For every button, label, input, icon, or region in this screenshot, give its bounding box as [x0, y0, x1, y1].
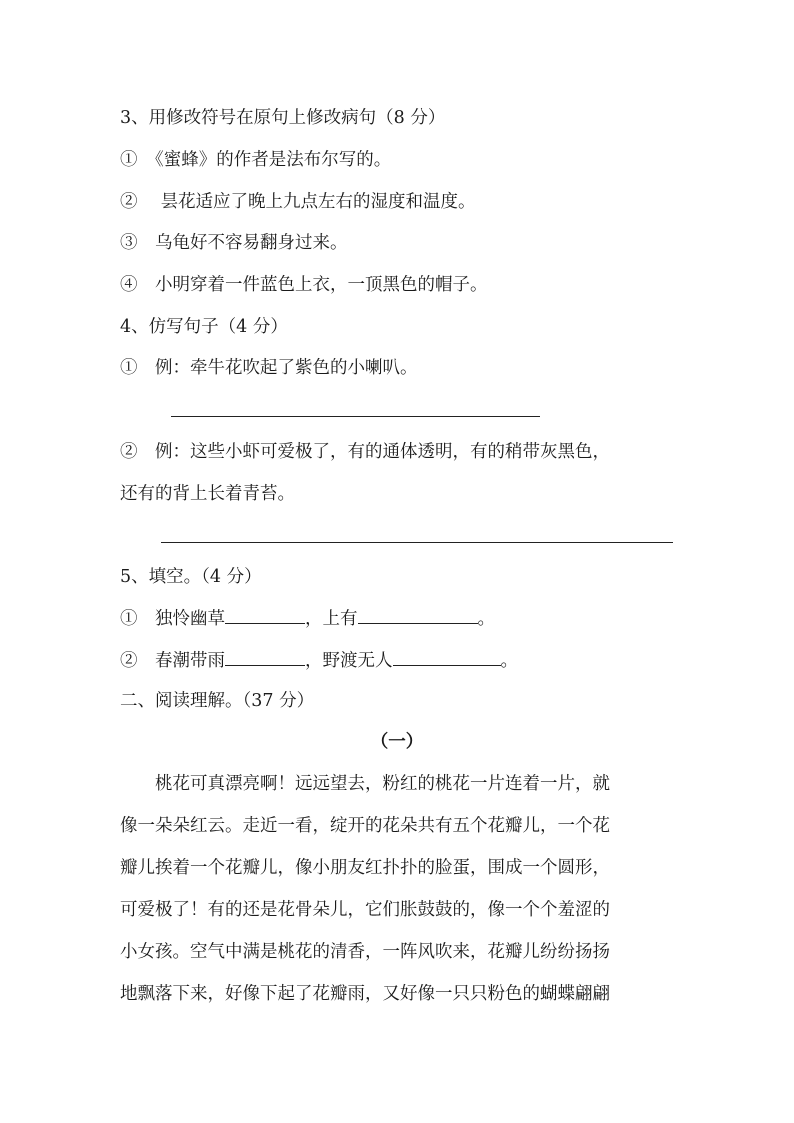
- q5-item-1-prefix: ① 独怜幽草: [120, 609, 225, 629]
- q4-answer-line-1[interactable]: [171, 416, 540, 417]
- passage-line-1: 桃花可真漂亮啊！远远望去，粉红的桃花一片连着一片，就: [120, 774, 610, 794]
- q5-blank-1[interactable]: [225, 605, 305, 624]
- q3-item-1: ① 《蜜蜂》的作者是法布尔写的。: [120, 150, 392, 170]
- reading-part-title: （一）: [370, 732, 424, 752]
- q5-heading: 5、填空。（4 分）: [120, 567, 262, 587]
- section2-heading: 二、阅读理解。（37 分）: [120, 691, 315, 711]
- q5-blank-3[interactable]: [225, 647, 305, 666]
- q4-example-2-line-2: 还有的背上长着青苔。: [120, 484, 295, 504]
- q4-heading: 4、仿写句子（4 分）: [120, 317, 288, 337]
- passage-line-5: 小女孩。空气中满是桃花的清香，一阵风吹来，花瓣儿纷纷扬扬: [120, 942, 610, 962]
- q5-item-1: [120, 605, 495, 631]
- q5-blank-4[interactable]: [393, 647, 501, 666]
- q5-item-2-prefix: ② 春潮带雨: [120, 651, 225, 671]
- passage-line-3: 瓣儿挨着一个花瓣儿，像小朋友红扑扑的脸蛋，围成一个圆形，: [120, 858, 610, 878]
- q5-item-2-end: 。: [500, 651, 518, 671]
- q4-example-1: ① 例：牵牛花吹起了紫色的小喇叭。: [120, 358, 418, 378]
- q3-item-2: ② 昙花适应了晚上九点左右的湿度和温度。: [120, 192, 476, 212]
- q5-item-2-mid: ，野渡无人: [305, 651, 393, 671]
- passage-line-4: 可爱极了！有的还是花骨朵儿，它们胀鼓鼓的，像一个个羞涩的: [120, 900, 610, 920]
- q5-blank-2[interactable]: [358, 605, 478, 624]
- q5-item-1-mid: ，上有: [305, 609, 358, 629]
- q5-item-2: [120, 647, 518, 673]
- q3-heading: 3、用修改符号在原句上修改病句（8 分）: [120, 108, 446, 128]
- q5-item-1-end: 。: [477, 609, 495, 629]
- q4-example-2-line-1: ② 例：这些小虾可爱极了，有的通体透明，有的稍带灰黑色，: [120, 442, 610, 462]
- passage-line-2: 像一朵朵红云。走近一看，绽开的花朵共有五个花瓣儿，一个花: [120, 816, 610, 836]
- q4-answer-line-2[interactable]: [161, 542, 673, 543]
- passage-line-6: 地飘落下来，好像下起了花瓣雨，又好像一只只粉色的蝴蝶翩翩: [120, 984, 610, 1004]
- q3-item-3: ③ 乌龟好不容易翻身过来。: [120, 233, 348, 253]
- q3-item-4: ④ 小明穿着一件蓝色上衣，一顶黑色的帽子。: [120, 275, 488, 295]
